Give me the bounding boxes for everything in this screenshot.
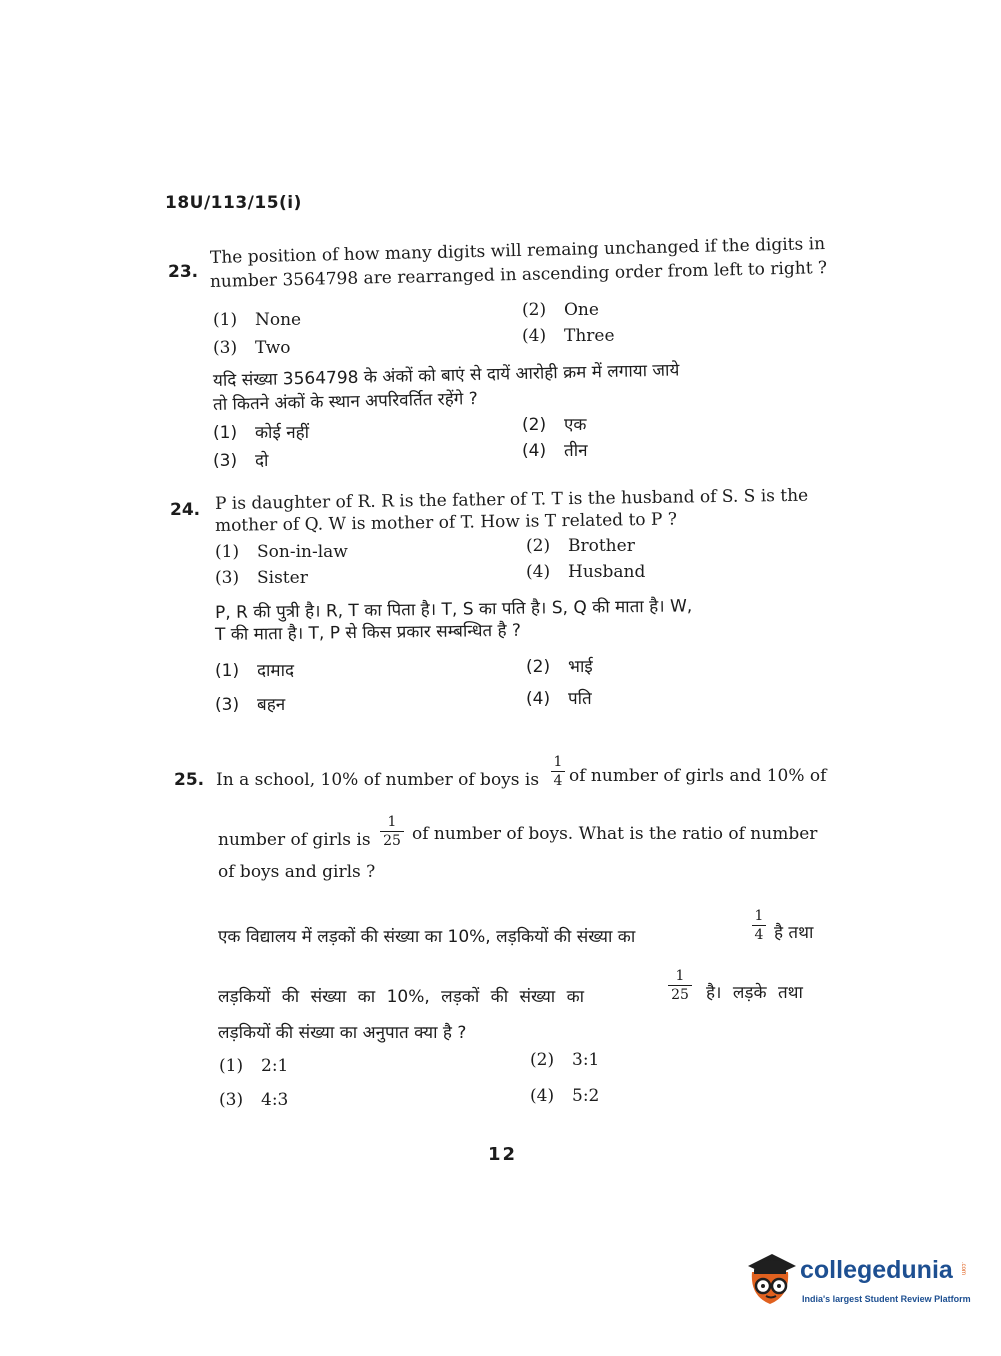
option-number: (2) [526,536,551,556]
option [213,338,291,358]
option-number: (4) [522,441,547,461]
question-25 [174,750,854,1120]
option [530,1086,599,1106]
question-23 [168,234,848,472]
option-text: Two [255,338,291,358]
option [215,692,285,715]
option-text: One [564,300,599,320]
option-text: तीन [564,441,588,461]
question-number: 24. [170,500,201,520]
option [526,686,592,709]
question-text-line: In a school, 10% of number of boys is [216,770,540,790]
fraction-numerator: 1 [553,754,563,770]
fraction-bar [551,771,565,772]
fraction-bar [380,831,404,832]
option [522,300,599,320]
option-number: (1) [215,542,240,562]
option [213,448,268,471]
option-text: Brother [568,536,635,556]
option-number: (2) [526,657,551,677]
option-text: 2:1 [261,1056,289,1076]
question-text-hindi-line: T की माता है। T, P से किस प्रकार सम्बन्धित है ? [214,620,522,645]
option-number: (3) [213,451,238,471]
option-number: (4) [522,326,547,346]
question-text-line: number 3564798 are rearranged in ascending order from left to right ? [209,257,828,292]
option [522,438,588,461]
question-text-hindi-line: लड़कियों की संख्या का 10%, लड़कों की संख्या का [218,987,585,1007]
collegedunia-logo [742,1250,972,1315]
question-number: 25. [174,770,205,790]
option [215,658,294,681]
option-number: (4) [530,1086,555,1106]
question-text-hindi-line: तो कितने अंकों के स्थान अपरिवर्तित रहेंगे ? [212,388,478,415]
question-text-line: of boys and girls ? [218,862,376,882]
option [530,1050,599,1070]
option-text: बहन [257,695,286,715]
fraction-denominator: 25 [383,833,401,849]
question-text-hindi-line: है। लड़के तथा [706,983,803,1003]
option-number: (1) [213,423,238,443]
question-number: 23. [168,262,199,282]
option-text: दामाद [257,661,295,681]
option [215,568,308,588]
option-text: भाई [568,657,593,677]
option-text: None [255,310,302,330]
option-text: Husband [568,562,646,582]
logo-tagline: India's largest Student Review Platform [802,1294,971,1304]
option-text: 3:1 [572,1050,600,1070]
option-text: 5:2 [572,1086,600,1106]
paper-code: 18U/113/15(i) [165,193,302,213]
question-text-line: of number of girls and 10% of [569,766,827,786]
fraction-numerator: 1 [754,908,764,924]
logo-wordmark: collegedunia [800,1256,953,1284]
option [219,1090,288,1110]
option-number: (3) [215,695,240,715]
question-text-line: mother of Q. W is mother of T. How is T related to P ? [214,509,678,536]
graduate-face-icon [742,1250,800,1310]
page-number: 12 [488,1144,518,1165]
question-text-line: The position of how many digits will remaing unchanged if the digits in [209,234,826,268]
fraction-denominator: 4 [754,927,764,943]
option [213,420,309,443]
option-number: (2) [530,1050,555,1070]
option [526,654,593,677]
fraction-bar [752,925,766,926]
option [215,542,348,562]
question-24 [170,485,850,716]
option-text: 4:3 [261,1090,289,1110]
option [522,326,615,346]
logo-domain: .com [960,1262,966,1276]
option [219,1056,288,1076]
option-number: (3) [213,338,238,358]
question-text-hindi-line: P, R की पुत्री है। R, T का पिता है। T, S का पति है। S, Q की माता है। W, [214,596,693,623]
option-text: कोई नहीं [255,423,310,443]
option-number: (1) [215,661,240,681]
option-number: (2) [522,415,547,435]
option-number: (4) [526,689,551,709]
question-text-hindi-line: है तथा [774,923,814,943]
question-text-line: of number of boys. What is the ratio of number [412,824,818,844]
fraction [380,814,404,849]
option-text: Three [564,326,615,346]
fraction-bar [668,985,692,986]
question-text-hindi-line: एक विद्यालय में लड़कों की संख्या का 10%, लड़कियों की संख्या का [218,927,636,947]
question-text-hindi-line: यदि संख्या 3564798 के अंकों को बाएं से दायें आरोही क्रम में लगाया जाये [212,360,680,391]
option-text: दो [255,451,269,471]
option-number: (2) [522,300,547,320]
fraction-denominator: 4 [553,773,563,789]
option-number: (1) [219,1056,244,1076]
option-number: (3) [215,568,240,588]
option [526,562,645,582]
question-text-line: P is daughter of R. R is the father of T. T is the husband of S. S is the [214,485,809,514]
option [522,412,586,435]
option-number: (4) [526,562,551,582]
question-text-line: number of girls is [218,830,371,850]
fraction [752,908,766,943]
fraction-numerator: 1 [675,968,685,984]
option-number: (3) [219,1090,244,1110]
option-text: Son-in-law [257,542,348,562]
option-text: पति [568,689,592,709]
option [526,536,635,556]
option-text: एक [564,415,587,435]
question-text-hindi-line: लड़कियों की संख्या का अनुपात क्या है ? [218,1023,467,1043]
option-text: Sister [257,568,308,588]
option-number: (1) [213,310,238,330]
fraction-denominator: 25 [671,987,689,1003]
option [213,310,301,330]
fraction-numerator: 1 [387,814,397,830]
fraction [551,754,565,789]
fraction [668,968,692,1003]
